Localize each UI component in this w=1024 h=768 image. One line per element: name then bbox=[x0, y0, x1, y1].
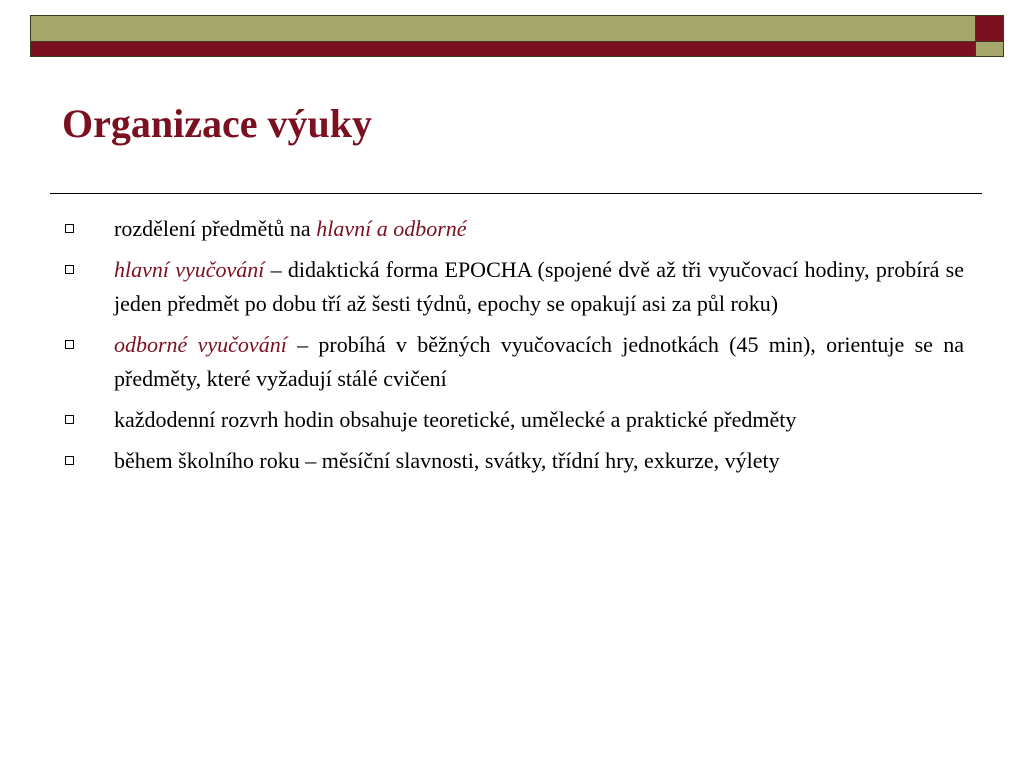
header-band-maroon-stripe bbox=[31, 42, 975, 57]
hollow-square-bullet-icon bbox=[65, 415, 74, 424]
bullet-emphasis: hlavní vyučování bbox=[114, 257, 265, 282]
title-divider bbox=[50, 193, 982, 194]
bullet-text: – didaktická forma EPOCHA (spojené dvě až tři vyučovací hodiny, probírá se jeden předmět po dobu tří až šesti týdnů, epochy se opakují asi za půl roku) bbox=[114, 257, 964, 316]
hollow-square-bullet-icon bbox=[65, 456, 74, 465]
bullet-emphasis-trailing: hlavní a odborné bbox=[316, 216, 467, 241]
bullet-text: během školního roku – měsíční slavnosti, svátky, třídní hry, exkurze, výlety bbox=[114, 448, 780, 473]
hollow-square-bullet-icon bbox=[65, 265, 74, 274]
bullet-list bbox=[60, 212, 964, 485]
header-band bbox=[30, 15, 976, 57]
bullet-item bbox=[60, 444, 964, 478]
bullet-emphasis: odborné vyučování bbox=[114, 332, 287, 357]
hollow-square-bullet-icon bbox=[65, 340, 74, 349]
slide-title: Organizace výuky bbox=[62, 101, 372, 146]
bullet-item bbox=[60, 328, 964, 396]
bullet-item bbox=[60, 253, 964, 321]
bullet-text: každodenní rozvrh hodin obsahuje teoretické, umělecké a praktické předměty bbox=[114, 407, 797, 432]
bullet-text: rozdělení předmětů na bbox=[114, 216, 317, 241]
bullet-item bbox=[60, 403, 964, 437]
corner-olive-block bbox=[976, 42, 1003, 57]
hollow-square-bullet-icon bbox=[65, 224, 74, 233]
header-corner-box bbox=[976, 15, 1004, 57]
header-band-olive-stripe bbox=[31, 16, 975, 42]
bullet-text: – probíhá v běžných vyučovacích jednotkách (45 min), orientuje se na předměty, které vyžadují stálé cvičení bbox=[114, 332, 964, 391]
corner-maroon-block bbox=[976, 16, 1003, 42]
bullet-item bbox=[60, 212, 964, 246]
